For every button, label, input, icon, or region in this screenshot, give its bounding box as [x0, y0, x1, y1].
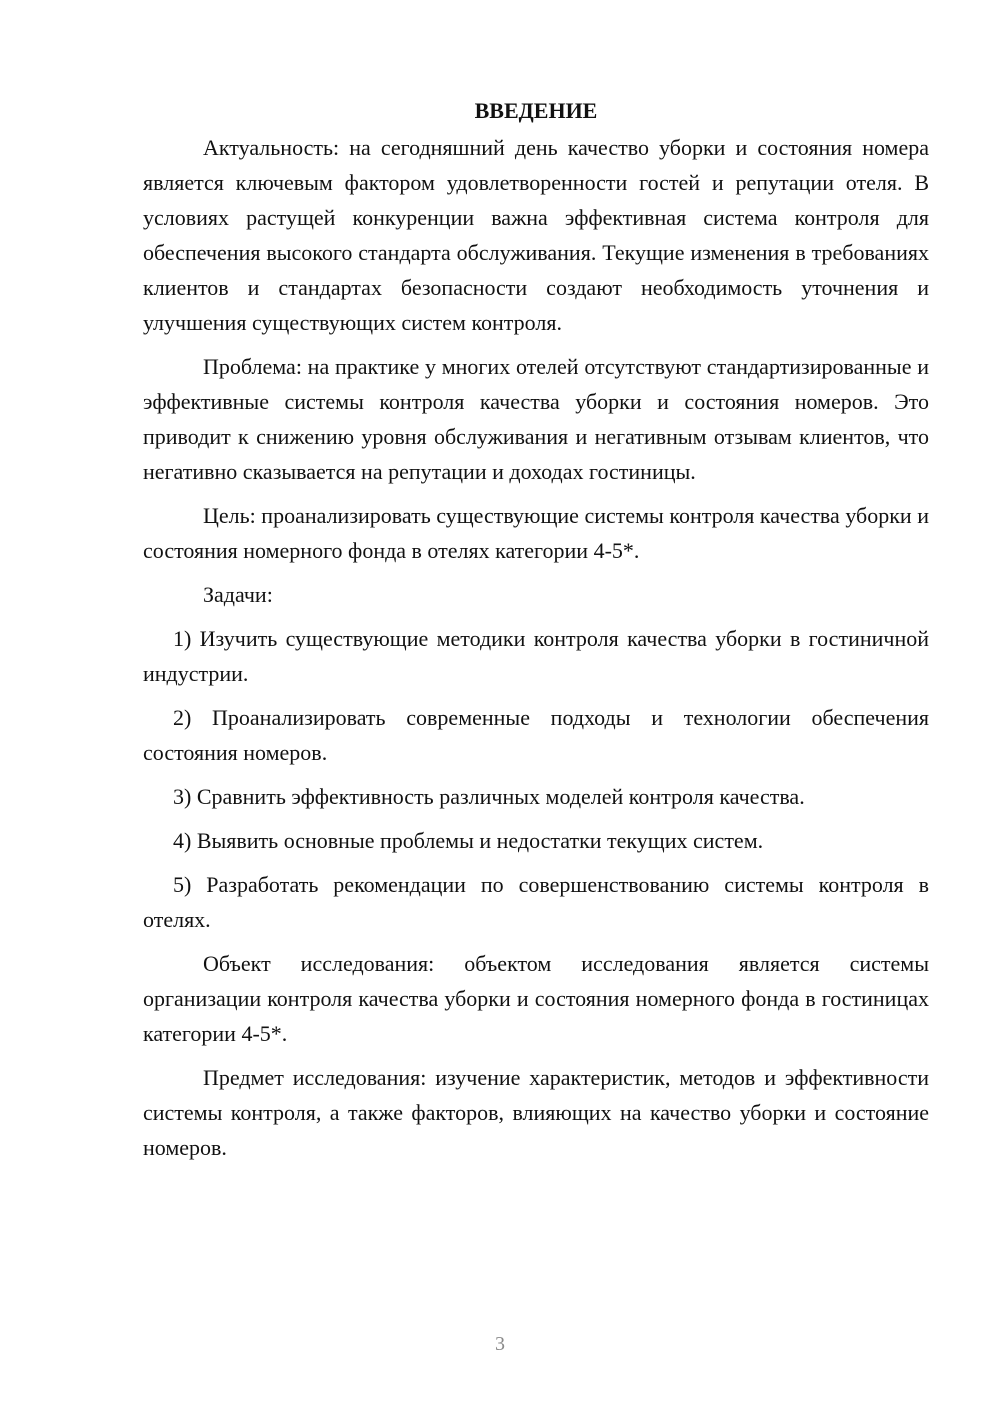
subject-paragraph: Предмет исследования: изучение характеристик, методов и эффективности системы контроля, а также факторов, влияющих на качество уборки и состояние номеров.: [143, 1065, 929, 1160]
tasks-label: Задачи:: [203, 582, 273, 607]
relevance-paragraph: Актуальность: на сегодняшний день качество уборки и состояния номера является ключевым фактором удовлетворенности гостей и репутации отеля. В условиях растущей конкуренции важна эффективная система контроля для обеспечения высокого стандарта обслуживания. Текущие изменения в требованиях клиентов и стандартах безопасности создают необходимость уточнения и улучшения существующих систем контроля.: [143, 135, 929, 335]
task-item-4: 4) Выявить основные проблемы и недостатки текущих систем.: [173, 828, 764, 853]
section-heading: ВВЕДЕНИЕ: [474, 98, 598, 123]
task-item-3: 3) Сравнить эффективность различных моделей контроля качества.: [173, 784, 805, 809]
page-number: 3: [495, 1333, 505, 1355]
task-item-5: 5) Разработать рекомендации по совершенствованию системы контроля в отелях.: [143, 872, 929, 932]
task-item-1: 1) Изучить существующие методики контроля качества уборки в гостиничной индустрии.: [143, 626, 929, 686]
object-paragraph: Объект исследования: объектом исследования является системы организации контроля качества уборки и состояния номерного фонда в гостиницах категории 4-5*.: [143, 951, 929, 1046]
problem-paragraph: Проблема: на практике у многих отелей отсутствуют стандартизированные и эффективные системы контроля качества уборки и состояния номеров. Это приводит к снижению уровня обслуживания и негативным отзывам клиентов, что негативно сказывается на репутации и доходах гостиницы.: [143, 354, 929, 484]
document-body: [143, 96, 929, 1174]
task-item-2: 2) Проанализировать современные подходы и технологии обеспечения состояния номеров.: [143, 705, 929, 765]
goal-paragraph: Цель: проанализировать существующие системы контроля качества уборки и состояния номерного фонда в отелях категории 4-5*.: [143, 503, 929, 563]
